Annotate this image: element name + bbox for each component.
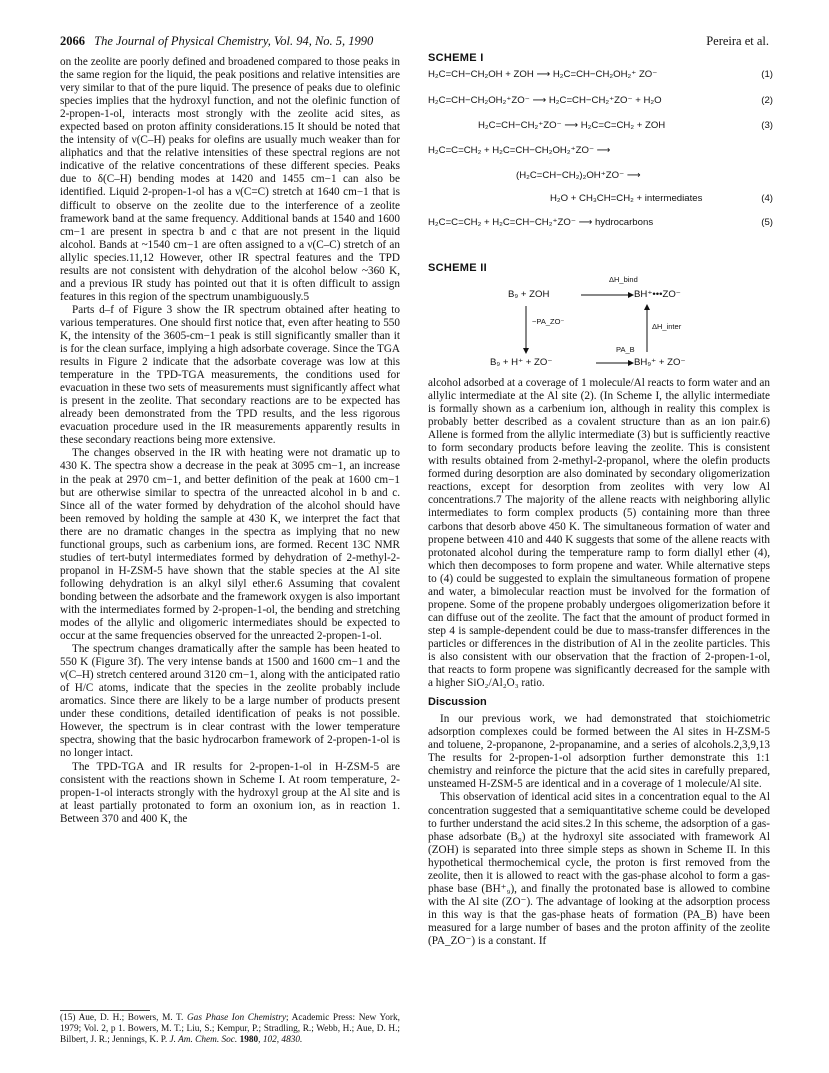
scheme-1-reaction: H₂C=C=CH₂ + H₂C=CH−CH₂⁺ZO⁻ ⟶ hydrocarbons: [428, 217, 654, 228]
equation-number: (1): [761, 69, 773, 80]
paragraph: on the zeolite are poorly defined and broadened compared to those peaks in the same region for the liquid, the peak positions and relative intensities are very similar to that of the pure liquid. The presence of peaks due to olefinic species implies that the hydroxyl function, and not the olefinic function of 2-propen-1-ol, interacts most strongly with the zeolite acid sites, as expected based on proton affinity considerations.15 It should be noted that the intensity of ν(C–H) peaks for olefins are usually much weaker than for aliphatics and that the relative intensities of these spectral regions are not indicative of the relative concentrations of these different species. Peaks due to δ(C–H) bending modes at 1420 and 1455 cm−1 can also be identified. Liquid 2-propen-1-ol has a ν(C=C) stretch at 1640 cm−1 that is difficult to observe on the zeolite due to the interference of a zeolite framework band at the same frequency. Additional bands at 1540 and 1600 cm−1 are present in spectra b and c that are not present in the liquid alcohol. Bands at ~1540 cm−1 are often assigned to a ν(C–C) stretch of an allylic species.11,12 However, other IR spectral features and the TPD results are not consistent with dehydration of the alcohol below ~360 K, and a previous IR study has pointed out that it is often difficult to assign features in this region of the spectrum unambiguously.5: [60, 56, 400, 303]
footnote-volume: , 102, 4830.: [258, 1035, 303, 1045]
equation-number: (4): [761, 193, 773, 204]
scheme-2-left-label: −PA_ZO⁻: [532, 317, 565, 326]
scheme-1: [428, 52, 773, 262]
equation-number: (2): [761, 95, 773, 106]
scheme-2-pa-label: PA_B: [616, 345, 635, 354]
running-header: [60, 34, 769, 52]
right-column: [428, 377, 770, 948]
scheme-2-protonated-base: BH₉⁺ + ZO⁻: [634, 357, 686, 368]
scheme-1-reaction: H₂C=CH−CH₂⁺ZO⁻ ⟶ H₂C=C=CH₂ + ZOH: [478, 120, 666, 131]
equation-number: (5): [761, 217, 773, 228]
binding-arrowhead: [628, 292, 634, 298]
scheme-2: [428, 262, 773, 368]
paragraph: In our previous work, we had demonstrated that stoichiometric adsorption complexes could be formed between the Al sites in H-ZSM-5 and toluene, 2-propanone, 2-propanamine, and a series of alcohols.2,3,9,13 The results for 2-propen-1-ol adsorption further demonstrate this 1:1 chemistry and reinforce the picture that the acid sites in carefully prepared, unsteamed H-ZSM-5 are identical and in a coverage of 1 molecule/Al site.: [428, 713, 770, 791]
page-number: 2066: [60, 34, 85, 48]
scheme-2-right-label: ΔH_inter: [652, 322, 682, 331]
paragraph: The spectrum changes dramatically after the sample has been heated to 550 K (Figure 3f). The very intense bands at 1500 and 1600 cm−1 and the ν(C–H) stretch centered around 3120 cm−1, along with the anticipated ratio of H/C atoms, indicate that the species in the zeolite probably include aromatics. Since there are likely to be a large number of products present under these conditions, detailed identification of peaks is not possible. However, the spectrum is in clear contrast with the lower temperature spectra, showing that the basic hydrocarbon framework of 2-propen-1-ol is no longer intact.: [60, 643, 400, 760]
paragraph: The TPD-TGA and IR results for 2-propen-1-ol in H-ZSM-5 are consistent with the reactions shown in Scheme I. At room temperature, 2-propen-1-ol interacts strongly with the hydroxyl group at the Al site and is at least partially protonated to form an oxonium ion, as in reaction 1. Between 370 and 400 K, the: [60, 760, 400, 825]
footnote-year: 1980: [239, 1035, 259, 1045]
footnote-divider: [60, 1010, 150, 1011]
paragraph: This observation of identical acid sites in a concentration equal to the Al concentration suggested that a semiquantitative scheme could be developed to further understand the acid sites.2 In this scheme, the adsorption of a gas-phase adsorbate (B₉) at the hydroxyl site associated with framework Al (ZOH) is separated into three simple steps as shown in Scheme II. In this hypothetical thermochemical cycle, the proton is first removed from the zeolite, then it is allowed to react with the gas-phase alcohol to form a gas-phase base (BH⁺₉), and finally the protonated base is allowed to combine with the Al site (ZO⁻). The advantage of looking at the adsorption process in this way is that the gas-phase heats of formation (PA_B) have been measured for a large number of bases and the proton affinity of the zeolite (PA_ZO⁻) is a constant. If: [428, 791, 770, 947]
scheme-1-reaction: H₂O + CH₃CH=CH₂ + intermediates: [550, 193, 703, 204]
journal-citation: The Journal of Physical Chemistry, Vol. 94, No. 5, 1990: [94, 34, 374, 48]
proton-removal-arrowhead: [523, 348, 529, 354]
scheme-1-reaction: (H₂C=CH−CH₂)₂OH⁺ZO⁻ ⟶: [516, 170, 641, 181]
equation-number: (3): [761, 120, 773, 131]
scheme-1-reaction: H₂C=CH−CH₂OH₂⁺ZO⁻ ⟶ H₂C=CH−CH₂⁺ZO⁻ + H₂O: [428, 95, 662, 106]
scheme-2-arrows: [428, 262, 773, 377]
scheme-2-binding-label: ΔH_bind: [609, 275, 638, 284]
section-heading-discussion: Discussion: [428, 696, 487, 709]
scheme-1-title: SCHEME I: [428, 52, 484, 64]
scheme-1-reaction: H₂C=CH−CH₂OH + ZOH ⟶ H₂C=CH−CH₂OH₂⁺ ZO⁻: [428, 69, 658, 80]
paragraph: Parts d–f of Figure 3 show the IR spectrum obtained after heating to various temperatures. One should first notice that, even after heating to 550 K, the intensity of the 3605-cm−1 peak is still significantly smaller than it is for the clean surface, implying a high adsorbate coverage. Since the TGA results in Figure 2 indicate that the adsorbate coverage was low at this temperature in the TPD-TGA measurements, the conditions used for evacuation in these two sets of measurements must significantly affect what is present in the zeolite. That secondary reactions are to be expected has already been demonstrated from the TPD results, and the less rigorous evacuation procedure used in the IR measurements apparently results in these secondary reactions being more extensive.: [60, 303, 400, 447]
interaction-arrowhead: [644, 304, 650, 310]
proton-affinity-arrowhead: [628, 360, 634, 366]
scheme-2-reactants: B₉ + ZOH: [508, 289, 550, 300]
footnote-marker: (15): [60, 1013, 76, 1023]
footnote-authors: Aue, D. H.; Bowers, M. T.: [78, 1013, 184, 1023]
left-column: [60, 56, 400, 826]
paragraph: alcohol adsorbed at a coverage of 1 molecule/Al reacts to form water and an allylic intermediate at the Al site (2). (In Scheme I, the allylic intermediate is formally shown as a carbenium ion, although in reality this complex is probably better described as a covalent structure than as an ion pair.6) Allene is formed from the allylic intermediate (3) but is sufficiently reactive to form secondary products before leaving the zeolite. This is consistent with results obtained from 2-methyl-2-propanol, where the olefin products formed during desorption are also dominated by secondary oligomerization reactions, except for desorption from zeolites with very low Al concentrations.7 The majority of the allene reacts with neighboring allylic intermediates to form complex products (5) containing more than three carbons that desorb above 450 K. The simultaneous formation of water and propene between 410 and 440 K suggests that some of the allene reacts with protonated alcohol during the temperature ramp to form diallyl ether (4), which then decomposes to form propene and water. While alternative steps to (4) could be suggested to explain the simultaneous formation of propene and water, a bimolecular reaction must be involved for the formation of propene. Some of the propene probably undergoes oligomerization before it can diffuse out of the zeolite. The fact that the amount of product formed in step 4 is sample-dependent could be due to mass-transfer differences in the particles or differences in the distribution of Al in the zeolite particles. This is also consistent with our observation that the fraction of 2-propen-1-ol, that reacts to form propene was significantly decreased for the sample with a higher SiO₂/Al₂O₃ ratio.: [428, 377, 770, 690]
footnote-15: [60, 1013, 400, 1046]
footnote-book-title: Gas Phase Ion Chemistry: [186, 1013, 286, 1023]
scheme-2-complex: BH⁺•••ZO⁻: [634, 289, 681, 300]
running-authors: Pereira et al.: [706, 34, 769, 48]
footnote-details: ; Academic Press: New York, 1979; Vol. 2, p 1. Bowers, M. T.; Liu, S.; Kempur, P.; Stradling, R.; Webb, H.; Aue, D. H.; Bilbert, J. R.; Jennings, K. P.: [60, 1013, 400, 1045]
scheme-2-dissociated: B₉ + H⁺ + ZO⁻: [490, 357, 553, 368]
paragraph: The changes observed in the IR with heating were not dramatic up to 430 K. The spectra show a decrease in the peak at 3095 cm−1, an increase in the peak at 2970 cm−1, and better definition of the peak at 1600 cm−1 but are otherwise similar to spectra of the unreacted alcohol in b and c. Since all of the water formed by dehydration of the alcohol should have been removed by holding the sample at 430 K, we interpret the fact that there are no dramatic changes in the spectra as implying that no new functional groups, such as carbenium ions, are formed. Recent 13C NMR studies of tert-butyl intermediates formed by dehydration of 2-methyl-2-propanol in H-ZSM-5 have shown that the stable species at the Al site following dehydration is an alkyl silyl ether.6 Assuming that covalent bonding between the adsorbate and the framework oxygen is also important with the intermediates formed by 2-propen-1-ol, the bending and stretching modes of the allylic and oligomeric intermediates should be expected to occur at the same frequencies observed for the unreacted 2-propen-1-ol.: [60, 447, 400, 643]
scheme-2-title: SCHEME II: [428, 262, 487, 274]
scheme-1-reaction: H₂C=C=CH₂ + H₂C=CH−CH₂OH₂⁺ZO⁻ ⟶: [428, 145, 611, 156]
footnote-journal: J. Am. Chem. Soc.: [169, 1035, 238, 1045]
